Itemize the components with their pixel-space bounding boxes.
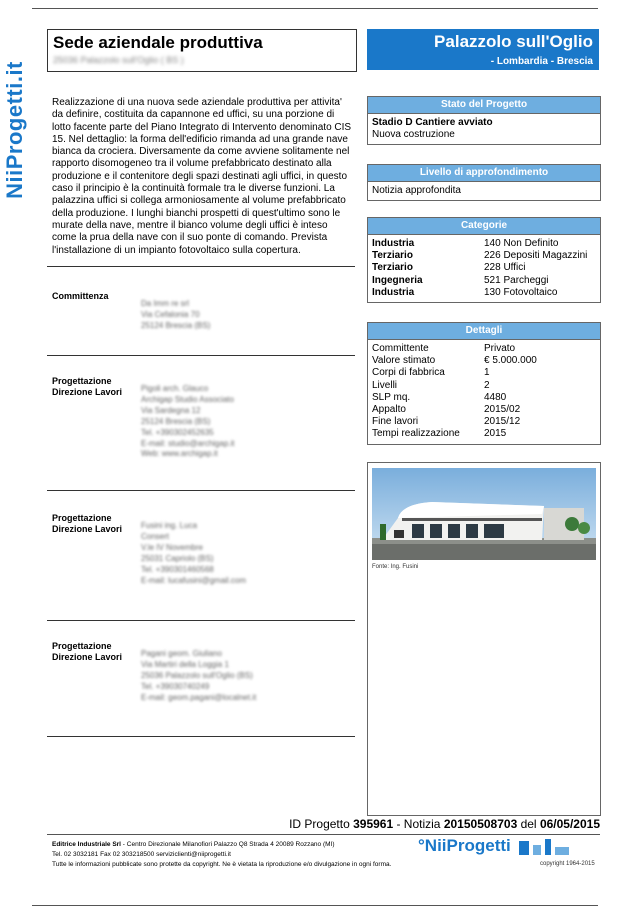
page-subtitle: 25036 Palazzolo sull'Oglio ( BS ) <box>53 55 184 65</box>
contact-progettazione-3 <box>52 641 352 702</box>
project-rendering-image <box>372 468 596 560</box>
detail-row: Livelli 2 <box>372 379 490 391</box>
category-row: Terziario 228 Uffici <box>372 262 526 274</box>
project-image-panel <box>367 462 601 816</box>
panel-categorie <box>367 217 601 303</box>
title-box <box>47 29 357 72</box>
project-id-line: ID Progetto 395961 - Notizia 20150508703 del 06/05/2015 <box>289 817 600 831</box>
category-row: Industria 140 Non Definito <box>372 238 559 249</box>
contact-details: Da Imm re srl Via Cefalonia 70 25124 Brescia (BS) <box>141 299 211 330</box>
detail-row: Tempi realizzazione 2015 <box>372 428 507 440</box>
contact-label-2: Direzione Lavori <box>52 652 123 662</box>
divider <box>47 736 355 737</box>
brand-logo-text: NiiProgetti.it <box>2 61 27 199</box>
panel-livello <box>367 164 601 201</box>
divider <box>47 355 355 356</box>
detail-row: Appalto 2015/02 <box>372 404 521 416</box>
category-row: Terziario 226 Depositi Magazzini <box>372 250 588 262</box>
top-rule <box>32 8 598 9</box>
footer-logo: °NiiProgetti <box>418 836 575 857</box>
location-region: - Lombardia - Brescia <box>490 56 593 67</box>
detail-row: Corpi di fabbrica 1 <box>372 367 490 379</box>
stato-stage: Stadio D Cantiere avviato <box>372 117 493 128</box>
stato-type: Nuova costruzione <box>372 129 455 141</box>
detail-row: SLP mq. 4480 <box>372 391 507 403</box>
contact-details: Pagani geom. Giuliano Via Martiri della Loggia 1 25036 Palazzolo sull'Oglio (BS) Tel. +39030740249 E-mail: geom.pagani@localnet.it <box>141 649 257 702</box>
contact-label: Progettazione <box>52 376 112 386</box>
image-caption: Fonte: Ing. Fusini <box>372 564 419 570</box>
page-title: Sede aziendale produttiva <box>53 33 263 52</box>
copyright-text: copyright 1964-2015 <box>540 861 595 867</box>
side-brand <box>0 30 30 230</box>
location-box <box>367 29 599 70</box>
contact-label-2: Direzione Lavori <box>52 387 123 397</box>
panel-heading: Livello di approfondimento <box>368 165 600 182</box>
bottom-rule <box>32 905 598 906</box>
category-row: Industria 130 Fotovoltaico <box>372 286 558 298</box>
detail-row: Fine lavori 2015/12 <box>372 416 521 428</box>
contact-label-2: Direzione Lavori <box>52 524 123 534</box>
panel-heading: Categorie <box>368 218 600 235</box>
location-city: Palazzolo sull'Oglio <box>434 32 593 51</box>
livello-value: Notizia approfondita <box>372 185 461 196</box>
contact-progettazione-1 <box>52 376 352 459</box>
detail-row: Valore stimato € 5.000.000 <box>372 355 537 367</box>
panel-heading: Stato del Progetto <box>368 97 600 114</box>
divider <box>47 266 355 267</box>
contact-label: Progettazione <box>52 641 112 651</box>
footer-publisher-info: Editrice Industriale Srl - Centro Direzionale Milanofiori Palazzo Q8 Strada 4 20089 Rozzano (MI) Tel. 02 3032181 Fax 02 303218500 serviziclienti@niiprogetti.it Tutte le informazioni pubblicate sono protette da copyright. Ne è vietata la riproduzione e/o divulgazione in ogni forma. <box>52 841 392 868</box>
category-row: Ingegneria 521 Parcheggi <box>372 274 549 286</box>
project-description: Realizzazione di una nuova sede aziendale produttiva per attivita' da definire, costituita da capannone ed uffici, su una porzione di lotto facente parte del Piano Integrato di Intervento denominato CIS 15. Nel dettaglio: la forma dell'edificio rimanda ad una grande nave bianca da crociera. Diversamente da come avviene solitamente nel rapporto disomogeneo tra il volume prefabbricato destinato alla produzione e il contenitore degli spazi destinati agli uffici, in questo caso il principio è la continuità formale tra le diverse funzioni. La palazzina uffici si collega armoniosamente al volume prefabbricato della produzione. I lunghi bianchi prospetti di quest'ultimo sono le murate della nave, mentre il bianco volume degli uffici è inteso come la prua della nave con il suo ponte di comando. Prevista l'installazione di un impianto fotovoltaico sulla copertura. <box>52 97 352 256</box>
contact-label: Committenza <box>52 291 109 301</box>
detail-row: Committente Privato <box>372 343 516 354</box>
contact-progettazione-2 <box>52 513 352 585</box>
contact-label: Progettazione <box>52 513 112 523</box>
contact-committenza <box>52 291 352 330</box>
panel-heading: Dettagli <box>368 323 600 340</box>
contact-details: Pigoli arch. Glauco Archigap Studio Associato Via Sardegna 12 25124 Brescia (BS) Tel. +390302452635 E-mail: studio@archigap.it Web: www.archigap.it <box>141 384 235 459</box>
footer-rule <box>47 834 600 835</box>
divider <box>47 620 355 621</box>
panel-dettagli <box>367 322 601 445</box>
logo-graphic-icon <box>515 837 575 857</box>
divider <box>47 490 355 491</box>
panel-stato <box>367 96 601 145</box>
contact-details: Fusini ing. Luca Consert V.le IV Novembre 25031 Capriolo (BS) Tel. +390301460568 E-mail: lucafusini@gmail.com <box>141 521 247 585</box>
